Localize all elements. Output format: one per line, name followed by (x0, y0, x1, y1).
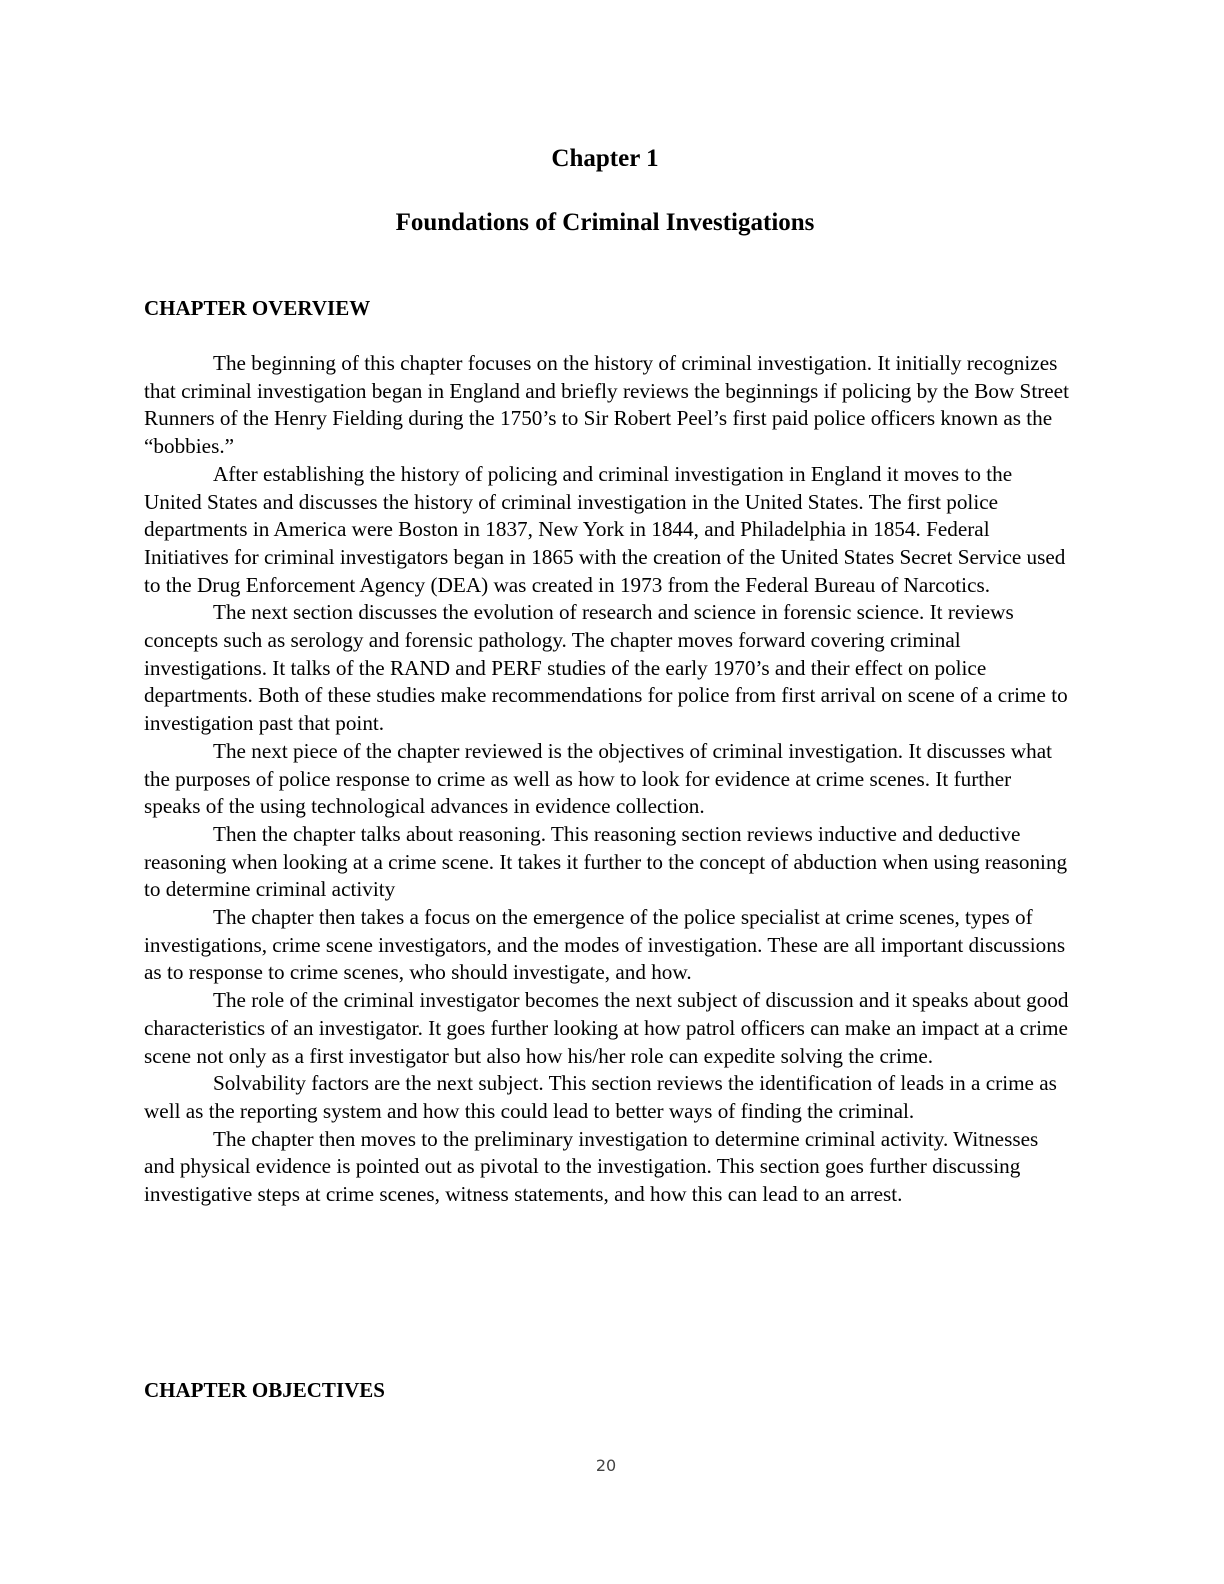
chapter-number: Chapter 1 (551, 145, 659, 172)
overview-paragraph: The chapter then takes a focus on the emergence of the police specialist at crime scenes, types of investigations, crime scene investigators, and the modes of investigation. These are all important discussions as to response to crime scenes, who should investigate, and how. (144, 905, 1066, 985)
overview-paragraph: After establishing the history of policing and criminal investigation in England it moves to the United States and discusses the history of criminal investigation in the United States. The first police departments in America were Boston in 1837, New York in 1844, and Philadelphia in 1854. Federal Initiatives for criminal investigators began in 1865 with the creation of the United States Secret Service used to the Drug Enforcement Agency (DEA) was created in 1973 from the Federal Bureau of Narcotics. (144, 461, 1066, 597)
overview-heading: CHAPTER OVERVIEW (144, 296, 371, 320)
objectives-heading: CHAPTER OBJECTIVES (144, 1378, 385, 1402)
overview-paragraph: The role of the criminal investigator becomes the next subject of discussion and it speaks about good characteristics of an investigator. It goes further looking at how patrol officers can make an impact at a crime scene not only as a first investigator but also how his/her role can expedite solving the crime. (144, 988, 1069, 1068)
overview-paragraph: Solvability factors are the next subject. This section reviews the identification of leads in a crime as well as the reporting system and how this could lead to better ways of finding the criminal. (144, 1071, 1057, 1123)
overview-paragraph: The chapter then moves to the preliminary investigation to determine criminal activity. Witnesses and physical evidence is pointed out as pivotal to the investigation. This section goes further discussing investigative steps at crime scenes, witness statements, and how this can lead to an arrest. (144, 1126, 1039, 1207)
overview-paragraph: Then the chapter talks about reasoning. This reasoning section reviews inductive and deductive reasoning when looking at a crime scene. It takes it further to the concept of abduction when using reasoning to determine criminal activity (144, 821, 1068, 902)
overview-paragraph: The next section discusses the evolution of research and science in forensic science. It reviews concepts such as serology and forensic pathology. The chapter moves forward covering criminal investigations. It talks of the RAND and PERF studies of the early 1970’s and their effect on police departments. Both of these studies make recommendations for police from first arrival on scene of a crime to investigation past that point. (144, 600, 1068, 736)
overview-body (144, 350, 1072, 1209)
page-number: 20 (595, 1456, 617, 1475)
overview-paragraph: The beginning of this chapter focuses on the history of criminal investigation. It initially recognizes that criminal investigation began in England and briefly reviews the beginnings if policing by the Bow Street Runners of the Henry Fielding during the 1750’s to Sir Robert Peel’s first paid police officers known as the “bobbies.” (144, 351, 1069, 459)
chapter-title: Foundations of Criminal Investigations (395, 209, 815, 236)
overview-paragraph: The next piece of the chapter reviewed is the objectives of criminal investigation. It discusses what the purposes of police response to crime as well as how to look for evidence at crime scenes. It further speaks of the using technological advances in evidence collection. (144, 738, 1052, 819)
